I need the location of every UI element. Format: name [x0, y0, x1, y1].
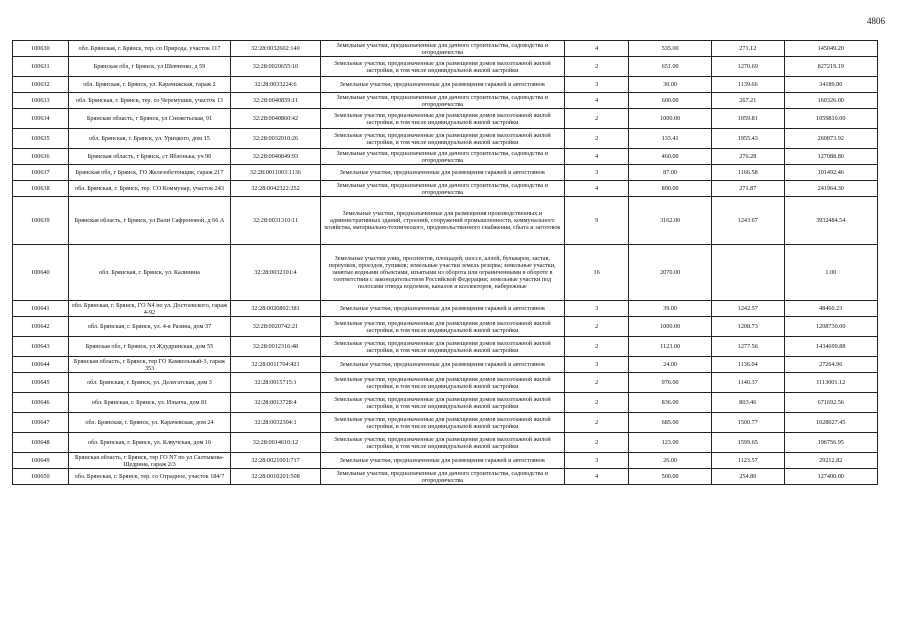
cadastral-number-cell: 32:28:0011704:421 — [231, 357, 320, 373]
specific-value-cell: 1123.57 — [712, 453, 784, 469]
address-cell: Брянская обл, г Брянск, ул Ждудринская, дом 55 — [68, 337, 231, 357]
cadastral-number-cell: 32:28:0014610:12 — [231, 433, 320, 453]
cadastral-number-cell: 32:28:0010201:508 — [231, 469, 320, 485]
cadastral-value-cell: 127088.80 — [784, 149, 878, 165]
row-id-cell: 100638 — [13, 181, 69, 197]
row-id-cell: 100643 — [13, 337, 69, 357]
row-id-cell: 100646 — [13, 393, 69, 413]
land-use-cell: Земельные участки, предназначенные для размещения производственных и административных зданий, строений, сооружений промышленности, коммунального хозяйства, материально-технического, продовольственного снабжения, сбыта и заготовок — [320, 197, 565, 245]
cadastral-value-cell: 671692.56 — [784, 393, 878, 413]
group-number-cell: 2 — [565, 393, 629, 413]
cadastral-number-cell: 32:28:0031310:11 — [231, 197, 320, 245]
cadastral-value-cell: 34189.80 — [784, 77, 878, 93]
row-id-cell: 100637 — [13, 165, 69, 181]
land-use-cell: Земельные участки, предназначенные для размещения гаражей и автостоянок — [320, 453, 565, 469]
group-number-cell: 9 — [565, 197, 629, 245]
cadastral-number-cell: 32:28:0032304:1 — [231, 413, 320, 433]
address-cell: обл. Брянская, г. Брянск, ул. Карачижская, гараж 2 — [68, 77, 231, 93]
cadastral-number-cell: 32:28:0040849:93 — [231, 149, 320, 165]
address-cell: обл. Брянская, г. Брянск, ул. Калинина — [68, 245, 231, 301]
address-cell: Брянская область, г Брянск, ст Яблонька, уч 90 — [68, 149, 231, 165]
group-number-cell: 2 — [565, 433, 629, 453]
cadastral-number-cell: 32:28:0012316:48 — [231, 337, 320, 357]
specific-value-cell: 1140.37 — [712, 373, 784, 393]
area-cell: 1000.00 — [629, 109, 712, 129]
row-id-cell: 100640 — [13, 245, 69, 301]
address-cell: Брянская область, г Брянск, ул Снежетьская, 91 — [68, 109, 231, 129]
address-cell: Брянская область, г Брянск, тер ГО N7 по ул Салтыкова-Щедрина, гараж 2/3 — [68, 453, 231, 469]
group-number-cell: 16 — [565, 245, 629, 301]
row-id-cell: 100633 — [13, 93, 69, 109]
specific-value-cell: 1599.65 — [712, 433, 784, 453]
land-use-cell: Земельные участки, предназначенные для размещения гаражей и автостоянок — [320, 301, 565, 317]
cadastral-number-cell: 32:28:0011003:1136 — [231, 165, 320, 181]
row-id-cell: 100630 — [13, 41, 69, 57]
table-row — [13, 337, 878, 357]
address-cell: Брянская область, г Брянск, ул Вали Сафроновой, д 66 А — [68, 197, 231, 245]
cadastral-number-cell: 32:28:0032010:26 — [231, 129, 320, 149]
cadastral-number-cell: 32:28:0033224:6 — [231, 77, 320, 93]
page-number: 4806 — [867, 16, 885, 26]
table-row — [13, 41, 878, 57]
cadastral-value-cell: 241964.30 — [784, 181, 878, 197]
land-use-cell: Земельные участки, предназначенные для размещения домов малоэтажной жилой застройки, в том числе индивидуальной жилой застройки — [320, 129, 565, 149]
table-row — [13, 245, 878, 301]
cadastral-number-cell: 32:28:0015715:1 — [231, 373, 320, 393]
specific-value-cell: 1243.67 — [712, 197, 784, 245]
specific-value-cell: 1270.69 — [712, 57, 784, 77]
row-id-cell: 100635 — [13, 129, 69, 149]
group-number-cell: 3 — [565, 77, 629, 93]
specific-value-cell: 1136.04 — [712, 357, 784, 373]
table-row — [13, 373, 878, 393]
area-cell: 976.00 — [629, 373, 712, 393]
area-cell: 600.00 — [629, 93, 712, 109]
cadastral-number-cell: 32:28:0042322:252 — [231, 181, 320, 197]
cadastral-value-cell: 48460.23 — [784, 301, 878, 317]
cadastral-number-cell: 32:28:0020655:10 — [231, 57, 320, 77]
table-row — [13, 57, 878, 77]
group-number-cell: 2 — [565, 129, 629, 149]
address-cell: Брянская область, г Брянск, тер ГО Камвольный-3, гараж 353 — [68, 357, 231, 373]
land-use-cell: Земельные участки, предназначенные для размещения домов малоэтажной жилой застройки, в том числе индивидуальной жилой застройки — [320, 317, 565, 337]
address-cell: обл. Брянская, г. Брянск, ул. Урицкого, дом 15 — [68, 129, 231, 149]
land-use-cell: Земельные участки, предназначенные для дачного строительства, садоводства и огородничества — [320, 181, 565, 197]
specific-value-cell: 276.28 — [712, 149, 784, 165]
table-row — [13, 317, 878, 337]
table-row — [13, 413, 878, 433]
specific-value-cell: 803.46 — [712, 393, 784, 413]
table-row — [13, 453, 878, 469]
cadastral-number-cell: 32:28:0032602:140 — [231, 41, 320, 57]
cadastral-number-cell: 32:28:0021001:717 — [231, 453, 320, 469]
area-cell: 87.00 — [629, 165, 712, 181]
area-cell: 39.00 — [629, 301, 712, 317]
area-cell: 460.00 — [629, 149, 712, 165]
row-id-cell: 100645 — [13, 373, 69, 393]
table-row — [13, 109, 878, 129]
table-row — [13, 149, 878, 165]
specific-value-cell: 1059.81 — [712, 109, 784, 129]
cadastral-value-cell: 1028027.45 — [784, 413, 878, 433]
specific-value-cell: 1166.58 — [712, 165, 784, 181]
specific-value-cell: 271.12 — [712, 41, 784, 57]
area-cell: 3162.00 — [629, 197, 712, 245]
row-id-cell: 100642 — [13, 317, 69, 337]
specific-value-cell: 1242.57 — [712, 301, 784, 317]
address-cell: обл. Брянская, г. Брянск, ГО N4 по ул. Достоевского, гараж 4-92 — [68, 301, 231, 317]
group-number-cell: 4 — [565, 41, 629, 57]
cadastral-number-cell: 32:28:0032101:4 — [231, 245, 320, 301]
area-cell: 535.00 — [629, 41, 712, 57]
cadastral-value-cell: 27264.96 — [784, 357, 878, 373]
row-id-cell: 100649 — [13, 453, 69, 469]
cadastral-value-cell: 1.00 — [784, 245, 878, 301]
row-id-cell: 100650 — [13, 469, 69, 485]
land-use-cell: Земельные участки, предназначенные для размещения домов малоэтажной жилой застройки, в том числе индивидуальной жилой застройки — [320, 433, 565, 453]
table-row — [13, 129, 878, 149]
row-id-cell: 100634 — [13, 109, 69, 129]
cadastral-value-cell: 101492.46 — [784, 165, 878, 181]
group-number-cell: 2 — [565, 413, 629, 433]
specific-value-cell: 254.80 — [712, 469, 784, 485]
area-cell: 30.00 — [629, 77, 712, 93]
address-cell: обл. Брянская, г. Брянск, тер. со Природа, участок 117 — [68, 41, 231, 57]
row-id-cell: 100648 — [13, 433, 69, 453]
table-row — [13, 197, 878, 245]
cadastral-value-cell: 1113001.12 — [784, 373, 878, 393]
area-cell: 123.00 — [629, 433, 712, 453]
row-id-cell: 100631 — [13, 57, 69, 77]
area-cell: 26.00 — [629, 453, 712, 469]
table-row — [13, 165, 878, 181]
specific-value-cell — [712, 245, 784, 301]
group-number-cell: 3 — [565, 357, 629, 373]
address-cell: обл. Брянская, г. Брянск, ул. Делегатская, дом 3 — [68, 373, 231, 393]
cadastral-number-cell: 32:28:0013728:4 — [231, 393, 320, 413]
row-id-cell: 100644 — [13, 357, 69, 373]
cadastral-value-cell: 260873.92 — [784, 129, 878, 149]
specific-value-cell: 271.87 — [712, 181, 784, 197]
group-number-cell: 3 — [565, 165, 629, 181]
land-use-cell: Земельные участки, предназначенные для размещения гаражей и автостоянок — [320, 77, 565, 93]
specific-value-cell: 1208.73 — [712, 317, 784, 337]
row-id-cell: 100636 — [13, 149, 69, 165]
cadastral-number-cell: 32:28:0020802:381 — [231, 301, 320, 317]
group-number-cell: 3 — [565, 301, 629, 317]
area-cell: 890.00 — [629, 181, 712, 197]
address-cell: обл. Брянская, г. Брянск, ул. Карачевская, дом 24 — [68, 413, 231, 433]
cadastral-value-cell: 160326.00 — [784, 93, 878, 109]
area-cell: 1123.00 — [629, 337, 712, 357]
table-row — [13, 393, 878, 413]
table-row — [13, 77, 878, 93]
land-use-cell: Земельные участки, предназначенные для размещения домов малоэтажной жилой застройки, в том числе индивидуальной жилой застройки — [320, 373, 565, 393]
cadastral-value-cell: 29212.82 — [784, 453, 878, 469]
table-row — [13, 469, 878, 485]
address-cell: обл. Брянская, г. Брянск, тер. СО Коммунар, участок 243 — [68, 181, 231, 197]
table-row — [13, 181, 878, 197]
cadastral-value-cell: 196756.95 — [784, 433, 878, 453]
area-cell: 500.00 — [629, 469, 712, 485]
group-number-cell: 4 — [565, 181, 629, 197]
land-use-cell: Земельные участки, предназначенные для размещения домов малоэтажной жилой застройки, в том числе индивидуальной жилой застройки — [320, 337, 565, 357]
land-use-cell: Земельные участки, предназначенные для дачного строительства, садоводства и огородничества — [320, 41, 565, 57]
row-id-cell: 100647 — [13, 413, 69, 433]
table-row — [13, 357, 878, 373]
address-cell: обл. Брянская, г. Брянск, ул. Клвучская, дом 16 — [68, 433, 231, 453]
cadastral-number-cell: 32:28:0020742:21 — [231, 317, 320, 337]
row-id-cell: 100632 — [13, 77, 69, 93]
group-number-cell: 4 — [565, 93, 629, 109]
table-row — [13, 93, 878, 109]
land-use-cell: Земельные участки, предназначенные для дачного строительства, садоводства и огородничества — [320, 149, 565, 165]
cadastral-value-cell: 127400.00 — [784, 469, 878, 485]
address-cell: обл. Брянская, г. Брянск, тер. со Отрадное, участок 184/7 — [68, 469, 231, 485]
land-use-cell: Земельные участки, предназначенные для размещения домов малоэтажной жилой застройки, в том числе индивидуальной жилой застройки — [320, 109, 565, 129]
group-number-cell: 2 — [565, 109, 629, 129]
area-cell: 1000.00 — [629, 317, 712, 337]
specific-value-cell: 1277.56 — [712, 337, 784, 357]
cadastral-value-cell: 827219.19 — [784, 57, 878, 77]
group-number-cell: 2 — [565, 57, 629, 77]
area-cell: 836.00 — [629, 393, 712, 413]
land-use-cell: Земельные участки, предназначенные для размещения гаражей и автостоянок — [320, 165, 565, 181]
area-cell: 24.00 — [629, 357, 712, 373]
cadastral-value-cell: 3932484.54 — [784, 197, 878, 245]
cadastral-value-cell: 1059810.00 — [784, 109, 878, 129]
group-number-cell: 4 — [565, 469, 629, 485]
address-cell: обл. Брянская, г. Брянск, ул. 4-я Разина, дом 37 — [68, 317, 231, 337]
address-cell: Брянская обл, г Брянск, ул Шевченко, д 59 — [68, 57, 231, 77]
table-body — [13, 41, 878, 485]
land-use-cell: Земельные участки улиц, проспектов, площадей, шоссе, аллей, бульваров, застав, переулков, проездов, тупиков; земельные участки земель резерва; земельные участки, занятые водными объектами, изъятыми из оборота или ограниченными в обороте в соответствии с законодательством Российской Федерации; земельные участки под полосами отвода водоемов, каналов и коллекторов, набережные — [320, 245, 565, 301]
cadastral-value-cell: 1208730.00 — [784, 317, 878, 337]
area-cell: 651.00 — [629, 57, 712, 77]
cadastral-number-cell: 32:28:0040859:11 — [231, 93, 320, 109]
address-cell: обл. Брянская, г. Брянск, тер. со Черемушки, участок 13 — [68, 93, 231, 109]
row-id-cell: 100639 — [13, 197, 69, 245]
row-id-cell: 100641 — [13, 301, 69, 317]
land-use-cell: Земельные участки, предназначенные для дачного строительства, садоводства и огородничества — [320, 93, 565, 109]
address-cell: Брянская обл, г Брянск, ГО Железобетонщик, гараж 217 — [68, 165, 231, 181]
cadastral-value-table — [12, 40, 878, 485]
cadastral-value-cell: 145049.20 — [784, 41, 878, 57]
group-number-cell: 3 — [565, 453, 629, 469]
cadastral-number-cell: 32:28:0040860:42 — [231, 109, 320, 129]
group-number-cell: 2 — [565, 337, 629, 357]
area-cell: 2070.00 — [629, 245, 712, 301]
area-cell: 685.00 — [629, 413, 712, 433]
land-use-cell: Земельные участки, предназначенные для размещения домов малоэтажной жилой застройки, в том числе индивидуальной жилой застройки — [320, 57, 565, 77]
specific-value-cell: 1500.77 — [712, 413, 784, 433]
land-use-cell: Земельные участки, предназначенные для размещения гаражей и автостоянок — [320, 357, 565, 373]
land-use-cell: Земельные участки, предназначенные для размещения домов малоэтажной жилой застройки, в том числе индивидуальной жилой застройки — [320, 413, 565, 433]
cadastral-value-cell: 1434699.88 — [784, 337, 878, 357]
group-number-cell: 2 — [565, 317, 629, 337]
land-use-cell: Земельные участки, предназначенные для размещения домов малоэтажной жилой застройки, в том числе индивидуальной жилой застройки — [320, 393, 565, 413]
table-row — [13, 301, 878, 317]
land-use-cell: Земельные участки, предназначенные для дачного строительства, садоводства и огородничества — [320, 469, 565, 485]
group-number-cell: 2 — [565, 373, 629, 393]
specific-value-cell: 1955.43 — [712, 129, 784, 149]
group-number-cell: 4 — [565, 149, 629, 165]
address-cell: обл. Брянская, г. Брянск, ул. Ильича, дом 81 — [68, 393, 231, 413]
specific-value-cell: 267.21 — [712, 93, 784, 109]
area-cell: 133.41 — [629, 129, 712, 149]
specific-value-cell: 1139.66 — [712, 77, 784, 93]
table-row — [13, 433, 878, 453]
